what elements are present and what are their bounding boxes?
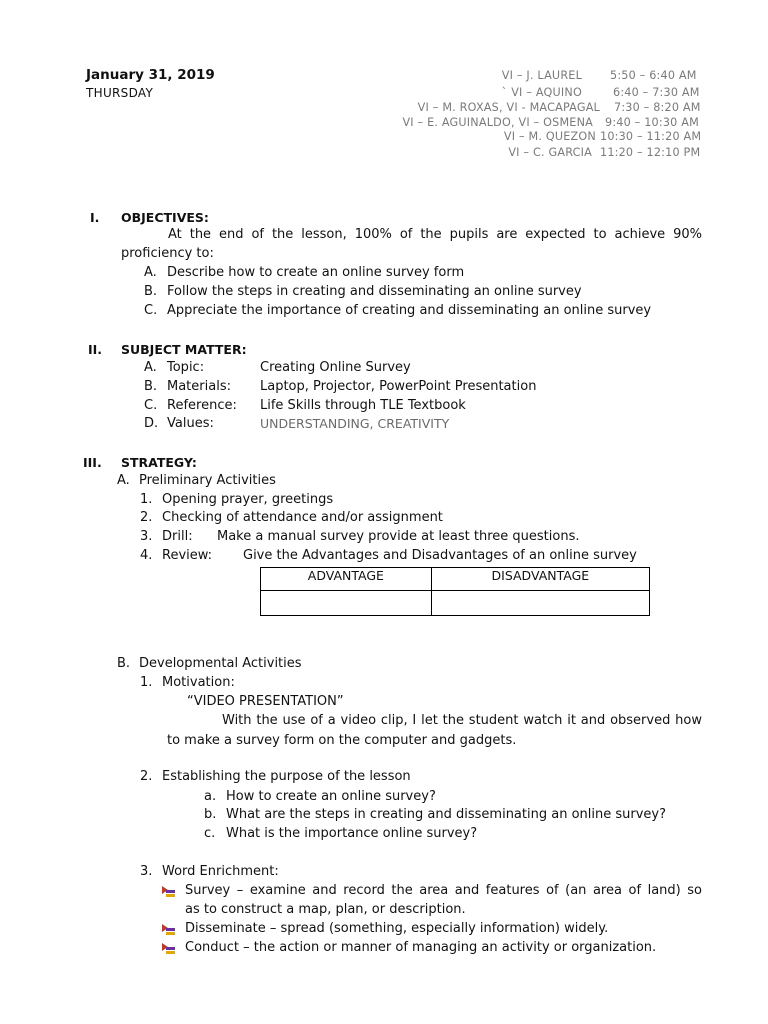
section-number: II. bbox=[88, 342, 103, 357]
definition-item: Conduct – the action or manner of managing an activity or organization. bbox=[185, 940, 657, 955]
word-enrichment-title: Word Enrichment: bbox=[162, 864, 279, 879]
schedule-row: VI – J. LAUREL 5:50 – 6:40 AM bbox=[501, 69, 697, 82]
list-item-number: 2. bbox=[140, 510, 153, 525]
objective-item: Appreciate the importance of creating and disseminating an online survey bbox=[167, 303, 652, 318]
activity-item: Give the Advantages and Disadvantages of an online survey bbox=[243, 548, 637, 563]
definition-item-cont: as to construct a map, plan, or description. bbox=[185, 902, 466, 917]
list-item-letter: B. bbox=[144, 284, 158, 299]
list-item-letter: b. bbox=[204, 807, 217, 822]
section-number: I. bbox=[90, 210, 100, 225]
subject-label: Materials: bbox=[167, 379, 231, 394]
purpose-item: What is the importance online survey? bbox=[226, 826, 478, 841]
section-title-subject-matter: SUBJECT MATTER: bbox=[121, 342, 247, 357]
purpose-title: Establishing the purpose of the lesson bbox=[162, 769, 411, 784]
list-item-letter: A. bbox=[144, 265, 157, 280]
list-item-letter: a. bbox=[204, 789, 217, 804]
purpose-item: What are the steps in creating and disseminating an online survey? bbox=[226, 807, 667, 822]
objectives-intro-cont: proficiency to: bbox=[121, 246, 214, 261]
list-item-letter: A. bbox=[144, 360, 157, 375]
list-item-letter: A. bbox=[117, 473, 130, 488]
section-title-strategy: STRATEGY: bbox=[121, 455, 197, 470]
preliminary-activities-title: Preliminary Activities bbox=[139, 473, 276, 488]
table-cell-advantage bbox=[261, 591, 432, 616]
list-item-letter: c. bbox=[204, 826, 216, 841]
table-cell-disadvantage bbox=[431, 591, 649, 616]
section-number: III. bbox=[83, 455, 102, 470]
developmental-activities-title: Developmental Activities bbox=[139, 656, 302, 671]
lesson-date: January 31, 2019 bbox=[86, 67, 215, 83]
list-item-letter: C. bbox=[144, 303, 158, 318]
list-item-letter: C. bbox=[144, 398, 158, 413]
motivation-text: With the use of a video clip, I let the student watch it and observed how bbox=[222, 713, 702, 728]
list-item-number: 2. bbox=[140, 769, 153, 784]
advantages-table bbox=[260, 567, 650, 616]
activity-label: Drill: bbox=[162, 529, 193, 544]
activity-item: Checking of attendance and/or assignment bbox=[162, 510, 443, 525]
subject-label: Values: bbox=[167, 416, 214, 431]
objectives-intro: At the end of the lesson, 100% of the pupils are expected to achieve 90% bbox=[168, 227, 702, 242]
subject-value: Laptop, Projector, PowerPoint Presentation bbox=[260, 379, 537, 394]
arrow-bullet-icon bbox=[162, 924, 175, 935]
arrow-bullet-icon bbox=[162, 886, 175, 897]
list-item-number: 1. bbox=[140, 492, 153, 507]
objective-item: Describe how to create an online survey form bbox=[167, 265, 465, 280]
section-title-objectives: OBJECTIVES: bbox=[121, 210, 209, 225]
subject-label: Reference: bbox=[167, 398, 237, 413]
objective-item: Follow the steps in creating and disseminating an online survey bbox=[167, 284, 582, 299]
arrow-bullet-icon bbox=[162, 943, 175, 954]
motivation-text-cont: to make a survey form on the computer and gadgets. bbox=[167, 733, 517, 748]
subject-value: Creating Online Survey bbox=[260, 360, 411, 375]
subject-label: Topic: bbox=[167, 360, 205, 375]
subject-value: UNDERSTANDING, CREATIVITY bbox=[260, 416, 450, 431]
list-item-number: 3. bbox=[140, 529, 153, 544]
activity-item: Opening prayer, greetings bbox=[162, 492, 334, 507]
list-item-number: 3. bbox=[140, 864, 153, 879]
list-item-number: 1. bbox=[140, 675, 153, 690]
activity-label: Review: bbox=[162, 548, 213, 563]
activity-item: Make a manual survey provide at least three questions. bbox=[217, 529, 580, 544]
lesson-day: THURSDAY bbox=[86, 86, 154, 100]
schedule-row: VI – C. GARCIA 11:20 – 12:10 PM bbox=[508, 146, 701, 159]
schedule-row: ` VI – AQUINO 6:40 – 7:30 AM bbox=[501, 86, 700, 99]
schedule-row: VI – M. ROXAS, VI - MACAPAGAL 7:30 – 8:20 AM bbox=[417, 101, 701, 114]
schedule-row: VI – E. AGUINALDO, VI – OSMENA 9:40 – 10:30 AM bbox=[402, 116, 699, 129]
purpose-item: How to create an online survey? bbox=[226, 789, 436, 804]
list-item-number: 4. bbox=[140, 548, 153, 563]
subject-value: Life Skills through TLE Textbook bbox=[260, 398, 466, 413]
motivation-subtitle: “VIDEO PRESENTATION” bbox=[187, 694, 344, 709]
table-header-advantage: ADVANTAGE bbox=[261, 568, 432, 591]
motivation-title: Motivation: bbox=[162, 675, 235, 690]
schedule-row: VI – M. QUEZON 10:30 – 11:20 AM bbox=[503, 130, 702, 143]
definition-item: Disseminate – spread (something, especially information) widely. bbox=[185, 921, 609, 936]
list-item-letter: B. bbox=[144, 379, 158, 394]
list-item-letter: D. bbox=[144, 416, 159, 431]
table-header-disadvantage: DISADVANTAGE bbox=[431, 568, 649, 591]
definition-item: Survey – examine and record the area and features of (an area of land) so bbox=[185, 883, 702, 898]
list-item-letter: B. bbox=[117, 656, 131, 671]
